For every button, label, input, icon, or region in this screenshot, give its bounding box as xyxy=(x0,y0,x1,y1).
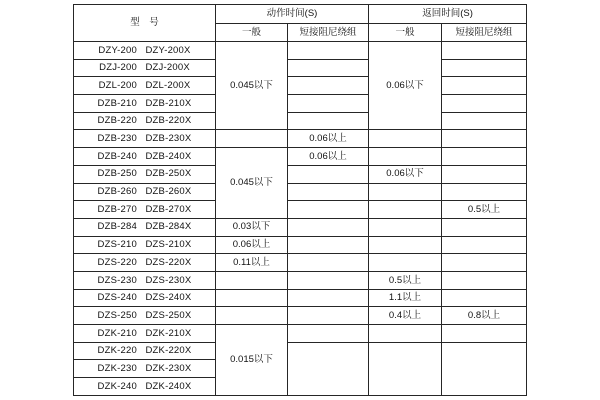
model-cell: DZB-250 DZB-250X xyxy=(74,165,216,183)
return-damping-cell: 0.5以上 xyxy=(442,201,527,219)
action-general-cell xyxy=(216,130,288,148)
header-return-time: 返回时间(S) xyxy=(369,5,527,24)
return-damping-cell xyxy=(442,59,527,77)
relay-spec-table xyxy=(73,4,527,396)
return-general-cell xyxy=(369,342,442,395)
action-damping-cell xyxy=(288,307,369,325)
model-cell: DZS-210 DZS-210X xyxy=(74,236,216,254)
table-row xyxy=(74,95,527,113)
table-row xyxy=(74,342,527,360)
action-general-cell: 0.11以上 xyxy=(216,254,288,272)
model-cell: DZB-230 DZB-230X xyxy=(74,130,216,148)
return-damping-cell xyxy=(442,148,527,166)
return-general-cell xyxy=(369,218,442,236)
table-row xyxy=(74,307,527,325)
action-damping-cell xyxy=(288,289,369,307)
model-cell: DZS-240 DZS-240X xyxy=(74,289,216,307)
action-damping-cell xyxy=(288,254,369,272)
action-damping-cell xyxy=(288,201,369,219)
return-damping-cell xyxy=(442,236,527,254)
action-damping-cell xyxy=(288,342,369,395)
table-row xyxy=(74,77,527,95)
return-general-cell: 0.5以上 xyxy=(369,271,442,289)
action-general-cell: 0.045以下 xyxy=(216,42,288,130)
return-general-cell xyxy=(369,130,442,148)
action-damping-cell xyxy=(288,183,369,201)
model-cell: DZK-210 DZK-210X xyxy=(74,325,216,343)
table-row xyxy=(74,201,527,219)
action-general-cell xyxy=(216,307,288,325)
action-damping-cell xyxy=(288,77,369,95)
header-row-groups xyxy=(74,5,527,24)
action-damping-cell xyxy=(288,42,369,60)
table-row xyxy=(74,165,527,183)
action-damping-cell xyxy=(288,112,369,130)
return-damping-cell xyxy=(442,183,527,201)
action-damping-cell xyxy=(288,325,369,343)
model-cell: DZJ-200 DZJ-200X xyxy=(74,59,216,77)
return-damping-cell xyxy=(442,218,527,236)
return-damping-cell xyxy=(442,271,527,289)
return-general-cell: 0.06以下 xyxy=(369,42,442,130)
return-general-cell xyxy=(369,325,442,343)
table-row xyxy=(74,59,527,77)
return-general-cell xyxy=(369,201,442,219)
return-general-cell xyxy=(369,254,442,272)
return-general-cell xyxy=(369,148,442,166)
action-general-cell: 0.045以下 xyxy=(216,148,288,219)
return-damping-cell: 0.8以上 xyxy=(442,307,527,325)
return-general-cell: 0.06以下 xyxy=(369,165,442,183)
header-action-time: 动作时间(S) xyxy=(216,5,369,24)
model-cell: DZB-260 DZB-260X xyxy=(74,183,216,201)
action-damping-cell xyxy=(288,95,369,113)
return-damping-cell xyxy=(442,165,527,183)
header-action-damping: 短接阻尼绕组 xyxy=(288,24,369,42)
table-row xyxy=(74,183,527,201)
table-row xyxy=(74,112,527,130)
action-general-cell: 0.06以上 xyxy=(216,236,288,254)
model-cell: DZS-230 DZS-230X xyxy=(74,271,216,289)
table-row xyxy=(74,42,527,60)
return-general-cell: 0.4以上 xyxy=(369,307,442,325)
return-damping-cell xyxy=(442,325,527,343)
model-cell: DZB-284 DZB-284X xyxy=(74,218,216,236)
model-cell: DZK-230 DZK-230X xyxy=(74,360,216,378)
spec-table-body xyxy=(74,42,527,396)
action-general-cell: 0.015以下 xyxy=(216,325,288,396)
return-general-cell xyxy=(369,236,442,254)
model-cell: DZS-220 DZS-220X xyxy=(74,254,216,272)
action-damping-cell xyxy=(288,271,369,289)
model-cell: DZB-210 DZB-210X xyxy=(74,95,216,113)
return-general-cell xyxy=(369,183,442,201)
action-general-cell xyxy=(216,271,288,289)
action-damping-cell: 0.06以上 xyxy=(288,130,369,148)
return-damping-cell xyxy=(442,342,527,395)
return-damping-cell xyxy=(442,130,527,148)
model-cell: DZB-270 DZB-270X xyxy=(74,201,216,219)
table-row xyxy=(74,148,527,166)
model-cell: DZS-250 DZS-250X xyxy=(74,307,216,325)
table-row xyxy=(74,236,527,254)
table-header xyxy=(74,5,527,42)
action-damping-cell xyxy=(288,218,369,236)
action-general-cell xyxy=(216,289,288,307)
table-row xyxy=(74,289,527,307)
model-cell: DZK-220 DZK-220X xyxy=(74,342,216,360)
return-damping-cell xyxy=(442,289,527,307)
model-cell: DZB-220 DZB-220X xyxy=(74,112,216,130)
return-damping-cell xyxy=(442,95,527,113)
action-damping-cell xyxy=(288,236,369,254)
model-cell: DZK-240 DZK-240X xyxy=(74,378,216,396)
return-damping-cell xyxy=(442,254,527,272)
header-return-general: 一般 xyxy=(369,24,442,42)
action-general-cell: 0.03以下 xyxy=(216,218,288,236)
action-damping-cell: 0.06以上 xyxy=(288,148,369,166)
header-action-general: 一般 xyxy=(216,24,288,42)
table-row xyxy=(74,325,527,343)
model-cell: DZL-200 DZL-200X xyxy=(74,77,216,95)
return-damping-cell xyxy=(442,112,527,130)
model-cell: DZY-200 DZY-200X xyxy=(74,42,216,60)
table-row xyxy=(74,254,527,272)
header-model: 型 号 xyxy=(74,5,216,42)
table-row xyxy=(74,271,527,289)
model-cell: DZB-240 DZB-240X xyxy=(74,148,216,166)
action-damping-cell xyxy=(288,165,369,183)
table-row xyxy=(74,218,527,236)
action-damping-cell xyxy=(288,59,369,77)
return-damping-cell xyxy=(442,42,527,60)
return-damping-cell xyxy=(442,77,527,95)
header-return-damping: 短接阻尼绕组 xyxy=(442,24,527,42)
return-general-cell: 1.1以上 xyxy=(369,289,442,307)
table-row xyxy=(74,130,527,148)
